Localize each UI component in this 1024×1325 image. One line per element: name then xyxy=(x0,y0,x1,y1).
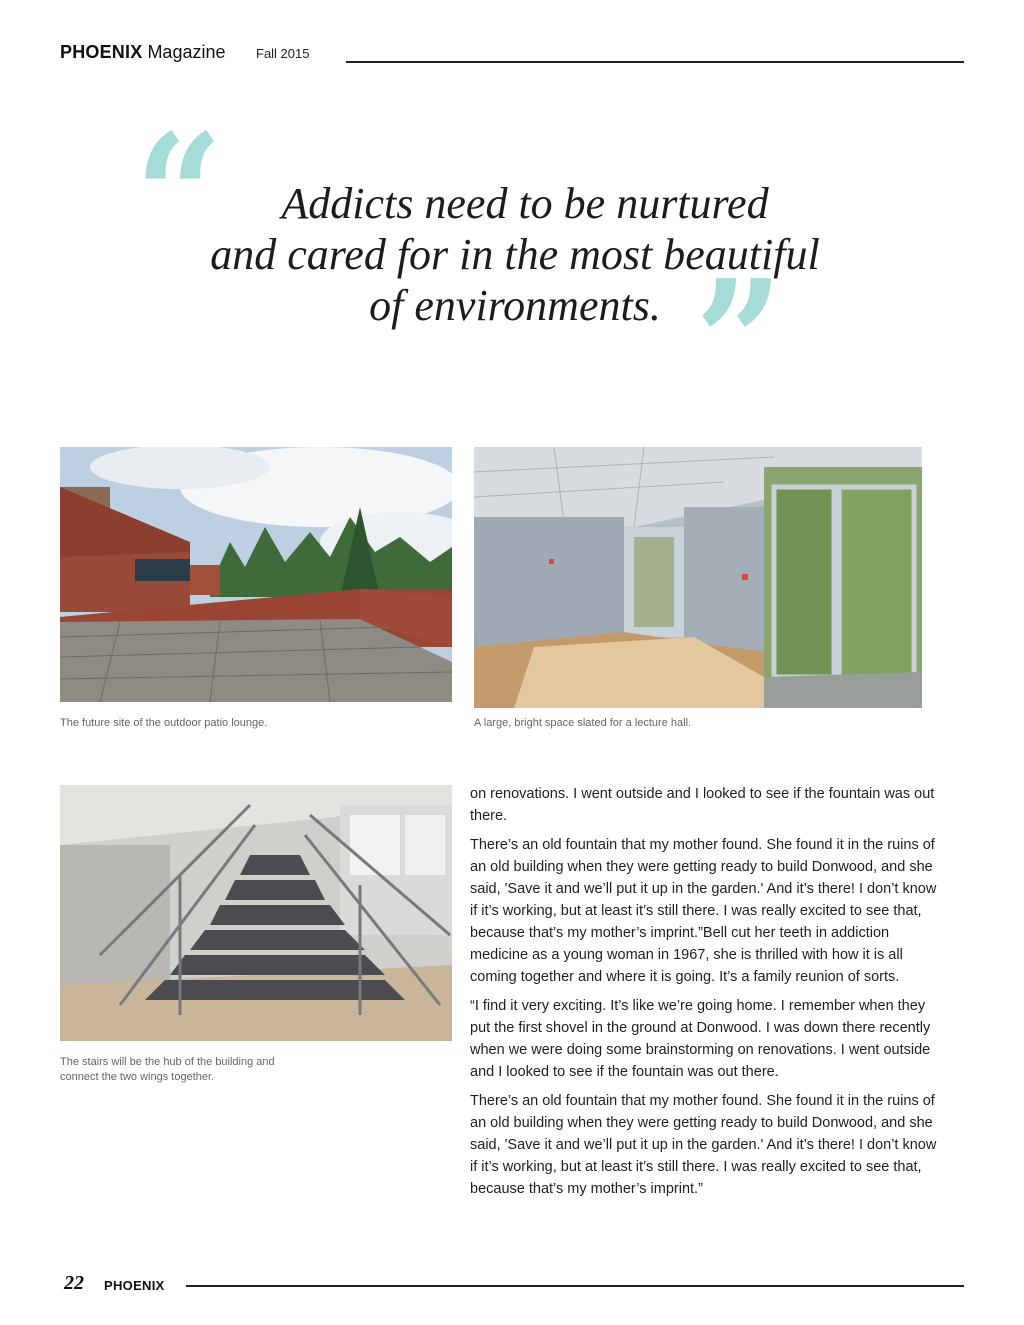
open-quote-mark: “ xyxy=(134,97,223,297)
page-number: 22 xyxy=(64,1272,84,1294)
paragraph: on renovations. I went outside and I looked to see if the fountain was out there. xyxy=(470,786,935,824)
quote-line-3: of environments. xyxy=(369,281,661,330)
stairs-caption xyxy=(60,1055,452,1085)
header-rule xyxy=(346,61,964,63)
page-footer xyxy=(60,1272,964,1302)
quote-line-1: Addicts need to be nurtured xyxy=(281,179,769,228)
stairs-photo xyxy=(60,785,452,1041)
paragraph: There’s an old fountain that my mother found. She found it in the ruins of an old building when they were getting ready to build Donwood, and she said, 'Save it and we’ll put it up in the garden.' And it’s there! I don’t know if it’s working, but at least it’s still there. I was really excited to see that, because that’s my mother’s imprint.” xyxy=(470,1093,937,1197)
stairs-caption-line-1: The stairs will be the hub of the building and xyxy=(60,1056,275,1068)
lecture-hall-caption: A large, bright space slated for a lecture hall. xyxy=(474,717,692,729)
article-body xyxy=(470,783,940,1207)
paragraph: “I find it very exciting. It’s like we’re going home. I remember when they put the first shovel in the ground at Donwood. I was down there recently when we were doing some brainstorming on renovations. I went outside and I looked to see if the fountain was out there. xyxy=(470,998,931,1080)
close-quote-mark: ” xyxy=(694,243,783,443)
lecture-hall-photo xyxy=(474,447,922,708)
footer-rule xyxy=(186,1285,964,1287)
issue-date: Fall 2015 xyxy=(256,46,310,61)
quote-line-2: and cared for in the most beautiful xyxy=(210,230,820,279)
page-header xyxy=(60,40,964,70)
paragraph: There’s an old fountain that my mother found. She found it in the ruins of an old building when they were getting ready to build Donwood, and she said, 'Save it and we’ll put it up in the garden.' And it’s there! I don’t know if it’s working, but at least it’s still there. I was really excited to see that, because that’s my mother’s imprint.”Bell cut her teeth in addiction medicine as a young woman in 1967, she is thrilled with how it is all coming together and where it is going. It’s a family reunion of sorts. xyxy=(470,837,937,985)
patio-caption: The future site of the outdoor patio lounge. xyxy=(60,717,268,729)
stairs-caption-line-2: connect the two wings together. xyxy=(60,1071,215,1083)
quote-text xyxy=(130,178,900,331)
patio-photo xyxy=(60,447,452,702)
footer-brand: PHOENIX xyxy=(104,1278,165,1293)
magazine-title: PHOENIX Magazine xyxy=(60,42,226,62)
